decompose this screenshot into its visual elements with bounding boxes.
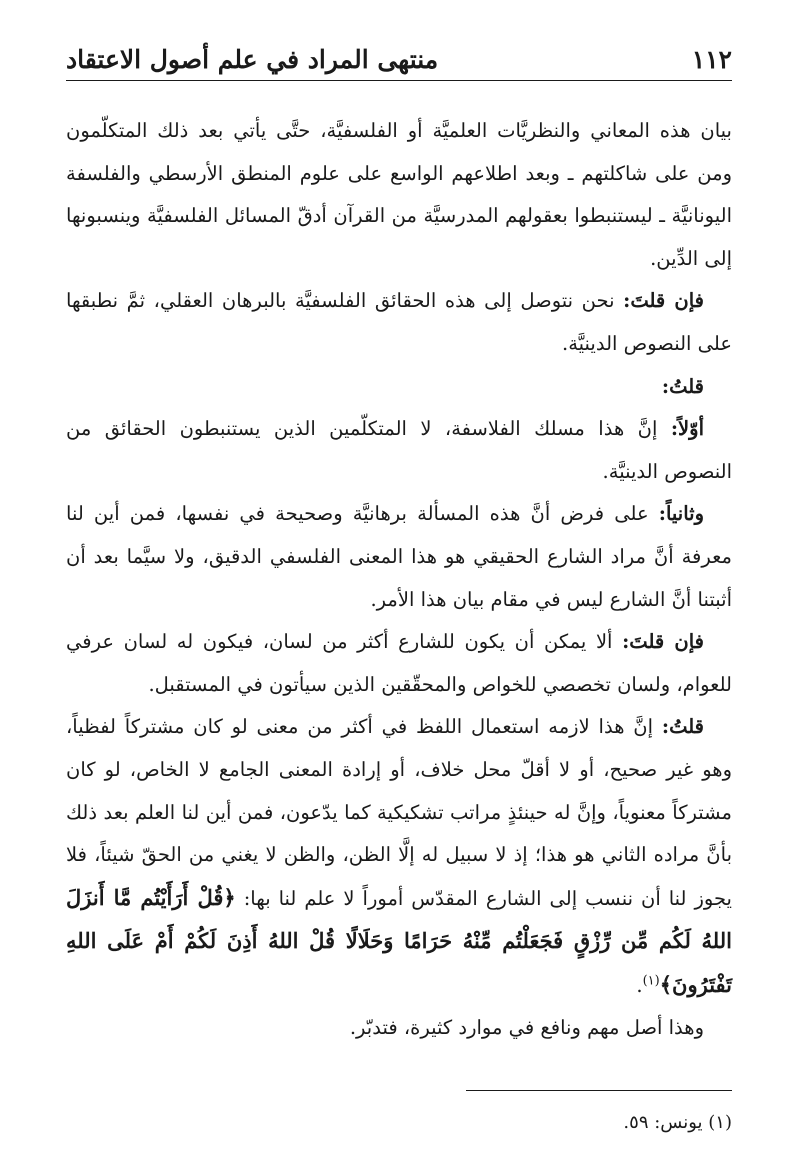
second-point-label: وثانياً:	[658, 502, 704, 526]
paragraph-6-text: ألا يمكن أن يكون للشارع أكثر من لسان، فيكون له لسان عرفي للعوام، ولسان تخصصي للخواص والمحقّقين الذين سيأتون في المستقبل.	[66, 630, 732, 696]
paragraph-7-text: إنَّ هذا لازمه استعمال اللفظ في أكثر من معنى لو كان مشتركاً لفظياً، وهو غير صحيح، أو لا أقلّ محل خلاف، أو إرادة المعنى الجامع لا الخاص، لو كان مشتركاً معنوياً، وإنَّ له حينئذٍ مراتب تشكيكية كما يدّعون، فمن أين لنا العلم بعد ذلك بأنَّ مراده الثاني هو هذا؛ إذ لا سبيل له إلَّا الظن، والظن لا يغني من الحقّ شيئاً، فلا يجوز لنا أن ننسب إلى الشارع المقدّس أموراً لا علم لنا بها:	[66, 715, 732, 910]
first-point-label: أوّلاً:	[670, 417, 704, 441]
paragraph-4-text: إنَّ هذا مسلك الفلاسفة، لا المتكلّمين الذين يستنبطون الحقائق من النصوص الدينيَّة.	[66, 417, 732, 483]
main-text	[66, 110, 732, 1050]
running-title: منتهى المراد في علم أصول الاعتقاد	[66, 45, 439, 74]
footnote-1: (١) يونس: ٥٩.	[623, 1112, 732, 1133]
paragraph-6	[66, 621, 732, 706]
paragraph-7-end: .	[636, 973, 643, 997]
objection-label: فإن قلتَ:	[622, 630, 704, 654]
reply-label: قلتُ:	[661, 374, 704, 398]
objection-label: فإن قلتَ:	[623, 289, 705, 313]
paragraph-7	[66, 706, 732, 1007]
reply-label: قلتُ:	[661, 715, 704, 739]
footnote-separator	[466, 1090, 732, 1091]
paragraph-3	[66, 366, 732, 409]
page-header	[66, 28, 732, 78]
paragraph-8: وهذا أصل مهم ونافع في موارد كثيرة، فتدبّر.	[349, 1016, 704, 1040]
paragraph-5-text: على فرض أنَّ هذه المسألة برهانيَّة وصحيحة في نفسها، فمن أين لنا معرفة أنَّ مراد الشارع الحقيقي هو هذا المعنى الفلسفي الدقيق، ولا سيَّما بعد أن أثبتنا أنَّ الشارع ليس في مقام بيان هذا الأمر.	[66, 502, 732, 611]
paragraph-1: بيان هذه المعاني والنظريَّات العلميَّة أو الفلسفيَّة، حتَّى يأتي بعد ذلك المتكلّمون ومن على شاكلتهم ـ وبعد اطلاعهم الواسع على علوم المنطق الأرسطي والفلسفة اليونانيَّة ـ ليستنبطوا بعقولهم المدرسيَّة من القرآن أدقّ المسائل الفلسفيَّة وينسبونها إلى الدِّين.	[66, 119, 732, 270]
paragraph-2-text: نحن نتوصل إلى هذه الحقائق الفلسفيَّة بالبرهان العقلي، ثمَّ نطبقها على النصوص الدينيَّة.	[66, 289, 732, 355]
paragraph-4	[66, 408, 732, 493]
paragraph-2	[66, 280, 732, 365]
header-rule	[66, 80, 732, 81]
footnote-reference: (١)	[642, 973, 660, 989]
paragraph-5	[66, 493, 732, 621]
quran-verse: ﴿قُلْ أَرَأَيْتُم مَّا أَنزَلَ اللهُ لَكُم مِّن رِّزْقٍ فَجَعَلْتُم مِّنْهُ حَرَامًا وَحَلَالًا قُلْ اللهُ أَذِنَ لَكُمْ أَمْ عَلَى اللهِ تَفْتَرُونَ﴾	[66, 884, 732, 997]
page-number: ١١٢	[691, 45, 732, 74]
